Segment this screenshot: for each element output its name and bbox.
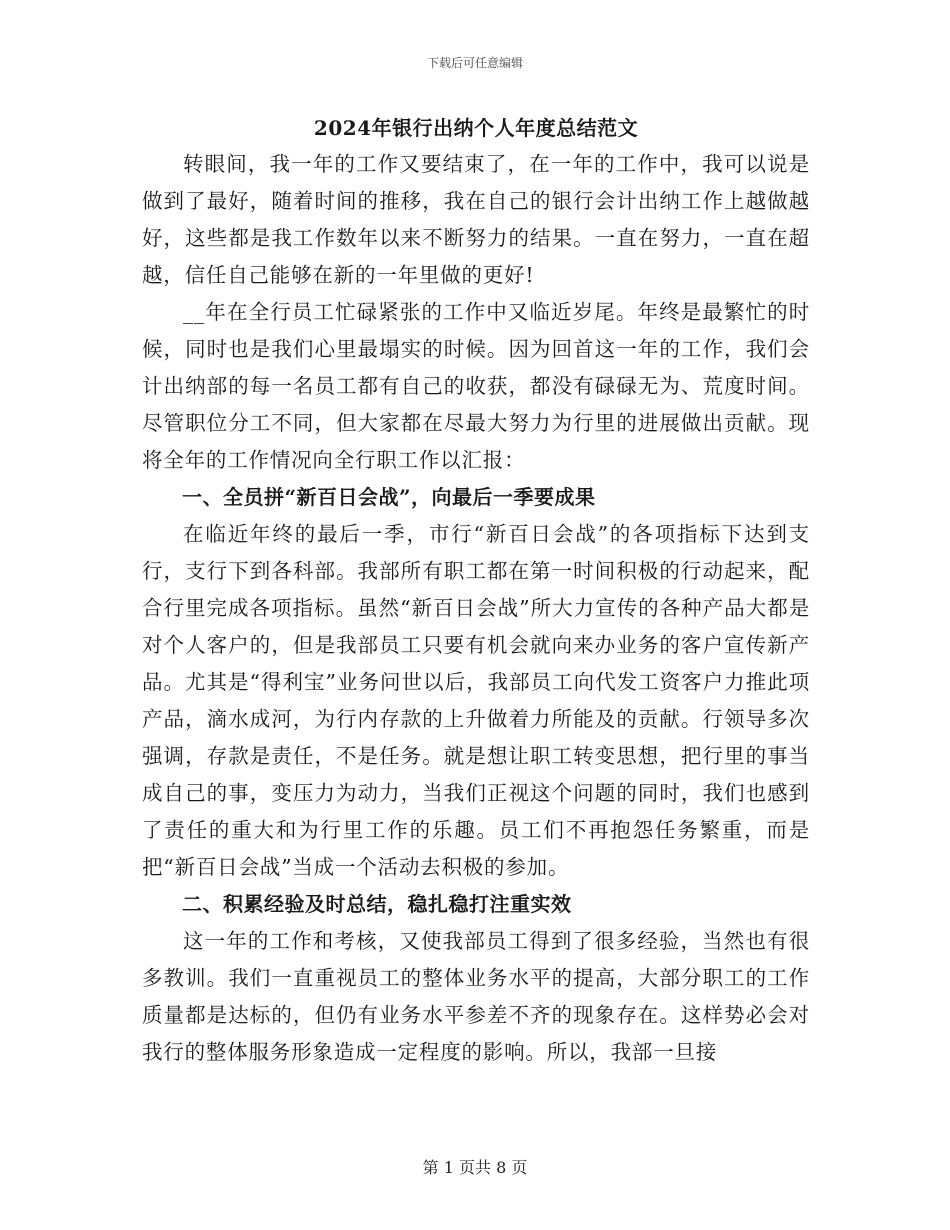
paragraph-intro: 转眼间，我一年的工作又要结束了，在一年的工作中，我可以说是做到了最好，随着时间的推移，我在自己的银行会计出纳工作上越做越好，这些都是我工作数年以来不断努力的结果。一直在努力，一直在超越，信任自己能够在新的一年里做的更好! [142, 152, 810, 287]
document-title: 2024年银行出纳个人年度总结范文 [313, 116, 639, 140]
section-body-2: 这一年的工作和考核，又使我部员工得到了很多经验，当然也有很多教训。我们一直重视员工的整体业务水平的提高，大部分职工的工作质量都是达标的，但仍有业务水平参差不齐的现象存在。这样势必会对我行的整体服务形象造成一定程度的影响。所以，我部一旦接 [142, 929, 810, 1064]
section-heading-2: 二、积累经验及时总结，稳扎稳打注重实效 [182, 892, 572, 916]
page-number-footer: 第 1 页共 8 页 [422, 1158, 528, 1177]
paragraph-summary: __年在全行员工忙碌紧张的工作中又临近岁尾。年终是最繁忙的时候，同时也是我们心里最塌实的时候。因为回首这一年的工作，我们会计出纳部的每一名员工都有自己的收获，都没有碌碌无为、荒度时间。尽管职位分工不同，但大家都在尽最大努力为行里的进展做出贡献。现将全年的工作情况向全行职工作以汇报： [142, 300, 810, 472]
header-note: 下载后可任意编辑 [426, 56, 523, 70]
section-body-1: 在临近年终的最后一季，市行“新百日会战”的各项指标下达到支行，支行下到各科部。我部所有职工都在第一时间积极的行动起来，配合行里完成各项指标。虽然“新百日会战”所大力宣传的各种产品大都是对个人客户的，但是我部员工只要有机会就向来办业务的客户宣传新产品。尤其是“得利宝”业务问世以后，我部员工向代发工资客户力推此项产品，滴水成河，为行内存款的上升做着力所能及的贡献。行领导多次强调，存款是责任，不是任务。就是想让职工转变思想，把行里的事当成自己的事，变压力为动力，当我们正视这个问题的同时，我们也感到了责任的重大和为行里工作的乐趣。员工们不再抱怨任务繁重，而是把“新百日会战”当成一个活动去积极的参加。 [142, 522, 810, 879]
section-heading-1: 一、全员拼“新百日会战”，向最后一季要成果 [182, 485, 596, 509]
document-body [142, 112, 810, 1071]
